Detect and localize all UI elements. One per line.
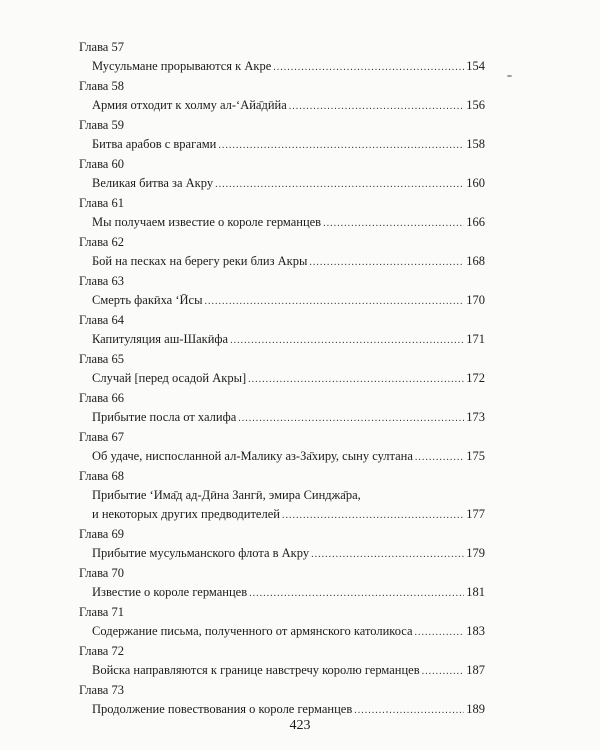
entry-title-line: Прибытие ‘Има̄д ад-Дӣна Зангӣ, эмира Синджа̄ра,	[92, 488, 361, 502]
dot-leader	[249, 584, 464, 603]
page-number: 189	[466, 702, 485, 716]
chapter-label: Глава 57	[79, 40, 124, 54]
page-number: 166	[466, 215, 485, 229]
page-number: 177	[466, 507, 485, 521]
dot-leader	[415, 448, 464, 467]
dot-leader	[422, 662, 464, 681]
toc-entry[interactable]	[79, 447, 485, 467]
entry-title: Содержание письма, полученного от армянского католикоса	[92, 624, 413, 638]
entry-title: Продолжение повествования о короле германцев	[92, 702, 353, 716]
toc-entry[interactable]	[79, 583, 485, 603]
dot-leader	[273, 58, 464, 77]
chapter-label: Глава 64	[79, 313, 124, 327]
toc-entry[interactable]	[79, 213, 485, 233]
toc-chapter	[79, 389, 485, 428]
page-number: 187	[466, 663, 485, 677]
dot-leader	[204, 292, 464, 311]
page-number: 175	[466, 449, 485, 463]
dot-leader	[415, 623, 464, 642]
page-number: 158	[466, 137, 485, 151]
toc-chapter	[79, 428, 485, 467]
toc-chapter	[79, 233, 485, 272]
page-number: 156	[466, 98, 485, 112]
toc-entry[interactable]	[79, 330, 485, 350]
chapter-label: Глава 71	[79, 605, 124, 619]
entry-title: Известие о короле германцев	[92, 585, 248, 599]
toc-entry[interactable]	[79, 96, 485, 116]
toc-chapter	[79, 603, 485, 642]
entry-title: Смерть факӣха ‘Ӣсы	[92, 293, 203, 307]
dot-leader	[230, 331, 464, 350]
toc-chapter	[79, 38, 485, 77]
entry-title: Капитуляция аш-Шакӣфа	[92, 332, 229, 346]
page-number: 154	[466, 59, 485, 73]
chapter-label: Глава 69	[79, 527, 124, 541]
page-number: 183	[466, 624, 485, 638]
toc-entry[interactable]	[79, 252, 485, 272]
chapter-label: Глава 58	[79, 79, 124, 93]
dot-leader	[289, 97, 464, 116]
toc-entry[interactable]	[79, 622, 485, 642]
scan-speck	[386, 711, 388, 713]
entry-title: Бой на песках на берегу реки близ Акры	[92, 254, 308, 268]
dot-leader	[311, 545, 464, 564]
dot-leader	[238, 409, 464, 428]
toc-chapter	[79, 564, 485, 603]
toc-chapter	[79, 681, 485, 720]
entry-title: и некоторых других предводителей	[92, 507, 280, 521]
toc-entry[interactable]	[79, 700, 485, 720]
toc-chapter	[79, 467, 485, 525]
page-number: 179	[466, 546, 485, 560]
entry-title: Об удаче, ниспосланной ал-Малику аз-За̄хиру, сыну султана	[92, 449, 413, 463]
chapter-label: Глава 63	[79, 274, 124, 288]
dot-leader	[323, 214, 464, 233]
entry-title: Прибытие посла от халифа	[92, 410, 237, 424]
chapter-label: Глава 68	[79, 469, 124, 483]
toc-entry[interactable]	[79, 486, 485, 525]
entry-title: Великая битва за Акру	[92, 176, 214, 190]
toc-chapter	[79, 194, 485, 233]
entry-title: Случай [перед осадой Акры]	[92, 371, 247, 385]
page-folio: 423	[289, 718, 311, 733]
chapter-label: Глава 60	[79, 157, 124, 171]
entry-title: Войска направляются к границе навстречу королю германцев	[92, 663, 420, 677]
chapter-label: Глава 70	[79, 566, 124, 580]
chapter-label: Глава 65	[79, 352, 124, 366]
page-number: 168	[466, 254, 485, 268]
toc-chapter	[79, 116, 485, 155]
scan-speck	[507, 75, 512, 77]
table-of-contents	[79, 38, 485, 720]
dot-leader	[248, 370, 464, 389]
toc-chapter	[79, 311, 485, 350]
toc-chapter	[79, 525, 485, 564]
toc-entry[interactable]	[79, 369, 485, 389]
toc-entry[interactable]	[79, 135, 485, 155]
dot-leader	[282, 506, 464, 525]
chapter-label: Глава 62	[79, 235, 124, 249]
entry-title: Армия отходит к холму ал-‘Айа̄дӣйа	[92, 98, 287, 112]
dot-leader	[218, 136, 464, 155]
page-number: 170	[466, 293, 485, 307]
entry-title: Битва арабов с врагами	[92, 137, 217, 151]
page-number: 160	[466, 176, 485, 190]
entry-title: Прибытие мусульманского флота в Акру	[92, 546, 310, 560]
chapter-label: Глава 66	[79, 391, 124, 405]
toc-entry[interactable]	[79, 408, 485, 428]
entry-title: Мусульмане прорываются к Акре	[92, 59, 272, 73]
dot-leader	[309, 253, 464, 272]
entry-title: Мы получаем известие о короле германцев	[92, 215, 322, 229]
page-number: 173	[466, 410, 485, 424]
toc-chapter	[79, 272, 485, 311]
chapter-label: Глава 73	[79, 683, 124, 697]
toc-chapter	[79, 77, 485, 116]
toc-chapter	[79, 155, 485, 194]
toc-entry[interactable]	[79, 57, 485, 77]
toc-chapter	[79, 350, 485, 389]
dot-leader	[215, 175, 464, 194]
page-number: 181	[466, 585, 485, 599]
page-number: 172	[466, 371, 485, 385]
toc-entry[interactable]	[79, 291, 485, 311]
chapter-label: Глава 67	[79, 430, 124, 444]
page-number: 171	[466, 332, 485, 346]
toc-entry[interactable]	[79, 661, 485, 681]
chapter-label: Глава 61	[79, 196, 124, 210]
toc-entry[interactable]	[79, 174, 485, 194]
chapter-label: Глава 59	[79, 118, 124, 132]
toc-chapter	[79, 642, 485, 681]
toc-entry[interactable]	[79, 544, 485, 564]
chapter-label: Глава 72	[79, 644, 124, 658]
